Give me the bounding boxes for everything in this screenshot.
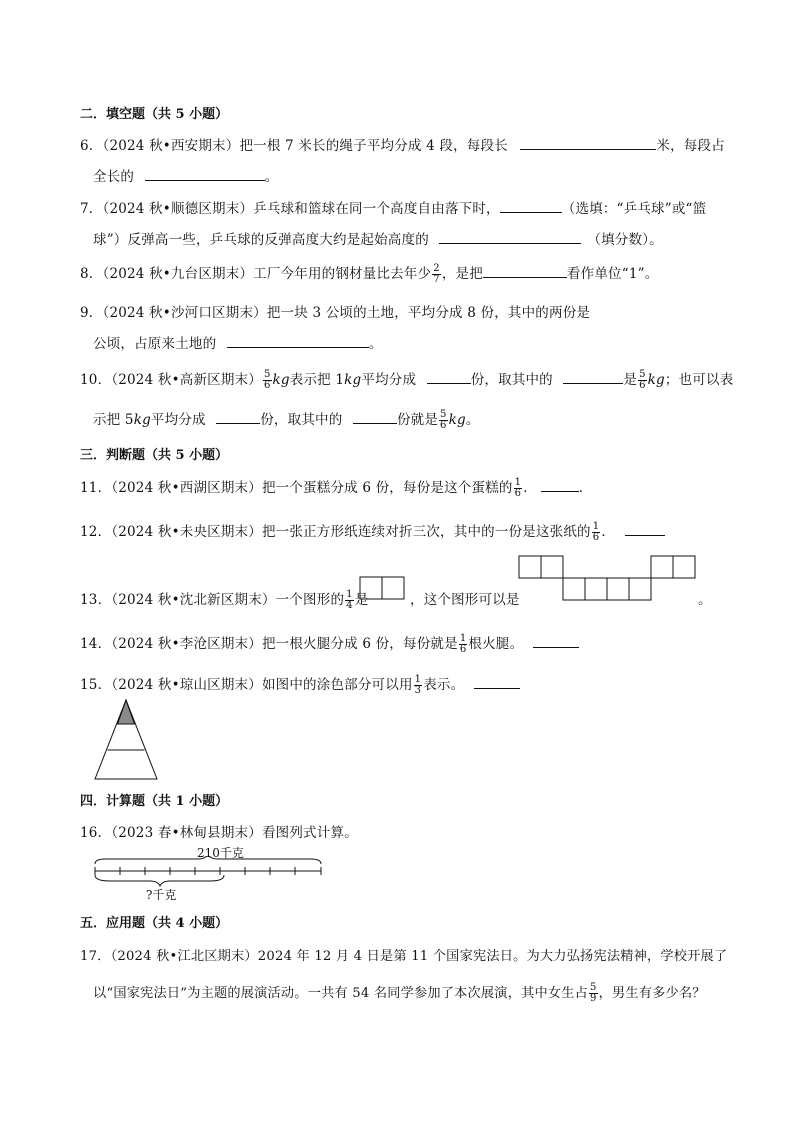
q10-text-f: ；也可以表 <box>664 372 734 388</box>
q10-text-g: 示把 5 <box>93 412 134 428</box>
section-heading-true-false: 三．判断题（共 5 小题） <box>80 448 229 463</box>
q8-text-c: 看作单位“1”。 <box>566 266 659 282</box>
q7-answer-blank-1[interactable] <box>500 200 562 213</box>
q13-text-a: 13．（2024 秋•沈北新区期末）一个图形的 <box>80 592 345 608</box>
question-12-line <box>80 520 665 543</box>
q11-text-a: 11．（2024 秋•西湖区期末）把一个蛋糕分成 6 份，每份是这个蛋糕的 <box>80 480 513 496</box>
q7-text-d: （填分数）。 <box>587 232 663 248</box>
section-heading-fill-blank: 二．填空题（共 5 小题） <box>80 107 229 122</box>
q13-text-c: ，这个图形可以是 <box>410 592 520 608</box>
question-8-line-1 <box>80 262 658 285</box>
q11-fraction: $\frac{1}{6}$ <box>514 477 522 499</box>
q6-answer-blank-1[interactable] <box>520 137 656 150</box>
q6-text-c: 全长的 <box>93 169 135 185</box>
q12-answer-blank[interactable] <box>625 523 665 536</box>
q6-text-b: 米，每段占 <box>656 138 725 154</box>
question-9-line-1 <box>80 301 590 321</box>
q14-fraction: $\frac{1}{6}$ <box>459 633 467 655</box>
q13-line-continued <box>410 588 520 608</box>
q15-triangle-figure <box>94 699 158 781</box>
q9-text-a: 9．（2024 秋•沙河口区期末）把一块 3 公顷的土地，平均分成 8 份，其中的两份是 <box>80 305 591 321</box>
section-heading-calculation: 四．计算题（共 1 小题） <box>80 794 229 809</box>
q10-text-c: 平均分成 <box>361 372 417 388</box>
question-7-line-2 <box>93 228 663 248</box>
question-9-line-2 <box>93 332 383 352</box>
question-7-line-1 <box>80 197 706 217</box>
question-11-line <box>80 476 593 499</box>
q12-text-a: 12．（2024 秋•未央区期末）把一张正方形纸连续对折三次，其中的一份是这张纸的 <box>80 524 591 540</box>
q8-text-b: ，是把 <box>441 266 483 282</box>
q10-answer-blank-3[interactable] <box>216 411 260 424</box>
q17-text-b: 以“国家宪法日”为主题的展演活动。一共有 54 名同学参加了本次展演，其中女生占 <box>93 986 589 1001</box>
q16-line-diagram <box>90 856 330 888</box>
q10-fraction-3: $\frac{5}{6}$ <box>440 409 447 431</box>
q7-answer-blank-2[interactable] <box>439 231 581 244</box>
q17-fraction: $\frac{5}{9}$ <box>590 982 597 1004</box>
q14-text-b: 根火腿。 <box>468 636 524 652</box>
q13-option-shape <box>518 555 698 603</box>
q6-text-a: 6．（2024 秋•西安期末）把一根 7 米长的绳子平均分成 4 段，每段长 <box>80 138 508 154</box>
question-14-line <box>80 632 579 655</box>
q9-text-c: 。 <box>368 336 383 352</box>
q10-text-j: 份就是 <box>396 412 439 428</box>
q7-text-a: 7．（2024 秋•顺德区期末）乒乓球和篮球在同一个高度自由落下时， <box>80 201 500 217</box>
q7-text-c: 球”）反弹高一些，乒乓球的反弹高度大约是起始高度的 <box>93 232 429 248</box>
question-6-line-2 <box>93 165 278 185</box>
q10-fraction-1: $\frac{5}{6}$ <box>263 369 271 391</box>
question-15-line <box>80 673 520 696</box>
q12-text-b: ． <box>601 524 616 540</box>
q15-fraction: $\frac{1}{3}$ <box>414 674 422 696</box>
q17-text-c: ，男生有多少名？ <box>598 986 706 1001</box>
q10-text-i: 份，取其中的 <box>260 412 343 428</box>
q10-text-b: 表示把 1 <box>289 372 345 388</box>
q6-text-d: 。 <box>264 169 279 185</box>
q8-answer-blank[interactable] <box>483 265 567 278</box>
q16-part-label: ?千克 <box>146 888 177 902</box>
q13-fraction: $\frac{1}{4}$ <box>346 589 353 611</box>
question-16-line: 16．（2023 春•林甸县期末）看图列式计算。 <box>80 825 358 841</box>
section-heading-application: 五．应用题（共 4 小题） <box>80 916 229 931</box>
question-10-line-2: 示把 5kg平均分成 份，取其中的 份就是 $\frac{5}{6}$ kg。 <box>93 409 480 431</box>
q16-total-label: 210千克 <box>197 846 244 860</box>
q11-text-c: ． <box>578 480 593 496</box>
q14-text-a: 14．（2024 秋•李沧区期末）把一根火腿分成 6 份，每份就是 <box>80 636 458 652</box>
q10-text-e: 是 <box>623 372 638 388</box>
q10-fraction-2: $\frac{5}{6}$ <box>639 369 646 391</box>
q14-answer-blank[interactable] <box>533 635 579 648</box>
q10-text-d: 份，取其中的 <box>470 372 553 388</box>
q9-text-b: 公顷，占原来土地的 <box>93 336 217 352</box>
q10-text-h: 平均分成 <box>150 412 206 428</box>
q15-text-a: 15．（2024 秋•琼山区期末）如图中的涂色部分可以用 <box>80 677 413 693</box>
q15-shaded-part <box>118 700 135 724</box>
q9-answer-blank[interactable] <box>227 335 369 348</box>
question-17-line-2 <box>93 982 706 1004</box>
q16-top-brace <box>95 856 321 864</box>
q11-text-b: ． <box>523 480 537 496</box>
q15-answer-blank[interactable] <box>474 676 520 689</box>
q7-text-b: （选填：“乒乓球”或“篮 <box>561 201 707 217</box>
q10-text-a: 10．（2024 秋•高新区期末） <box>80 372 262 388</box>
question-17-line-1: 17．（2024 秋•江北区期末）2024 年 12 月 4 日是第 11 个国家宪法日。为大力弘扬宪法精神，学校开展了 <box>80 949 728 964</box>
q8-text-a: 8．（2024 秋•九台区期末）工厂今年用的钢材量比去年少 <box>80 266 432 282</box>
question-6-line-1 <box>80 134 725 154</box>
question-13-line <box>80 588 368 611</box>
q16-bottom-brace <box>95 875 224 886</box>
q10-answer-blank-1[interactable] <box>427 371 471 384</box>
q13-small-shape-two-squares <box>359 576 407 602</box>
question-10-line-1: 10．（2024 秋•高新区期末） $\frac{5}{6}$ kg表示把 1kg平均分成 份，取其中的 是 $\frac{5}{6}$ kg；也可以表 <box>80 369 734 391</box>
q13-text-b: 是 <box>354 592 369 608</box>
q10-answer-blank-2[interactable] <box>563 371 623 384</box>
q11-answer-blank[interactable] <box>541 479 579 492</box>
q6-answer-blank-2[interactable] <box>145 168 265 181</box>
q10-text-k: 。 <box>465 412 480 428</box>
q10-answer-blank-4[interactable] <box>353 411 397 424</box>
q15-text-b: 表示。 <box>423 677 465 693</box>
q8-fraction: $\frac{2}{7}$ <box>433 263 440 285</box>
q12-fraction: $\frac{1}{6}$ <box>592 521 600 543</box>
q13-text-end: 。 <box>698 592 712 608</box>
